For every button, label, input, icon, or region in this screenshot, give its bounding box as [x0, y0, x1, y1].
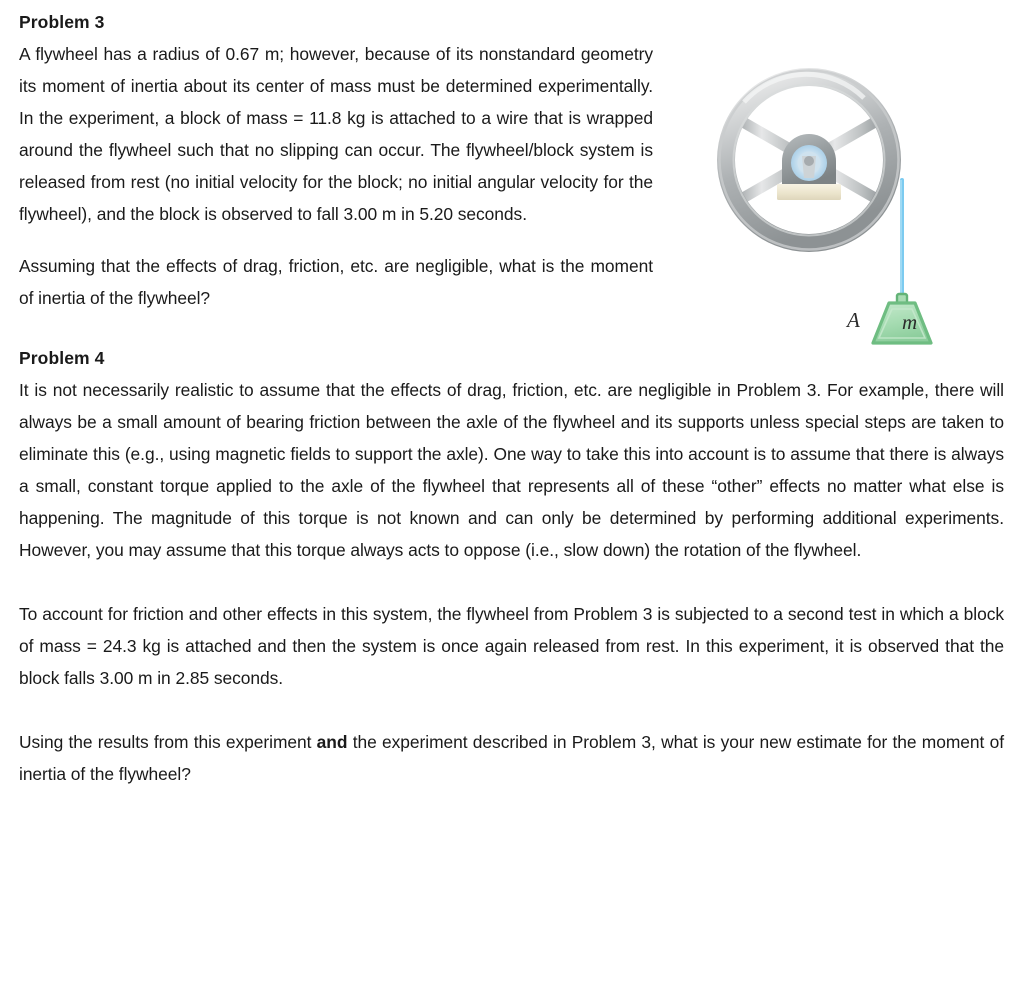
problem-3-heading: Problem 3: [19, 12, 105, 32]
problem-3-paragraph-1: A flywheel has a radius of 0.67 m; however, because of its nonstandard geometry its moment of inertia about its center of mass must be determined experimentally. In the experiment, a block of mass = 11.8 kg is attached to a wire that is wrapped around the flywheel such that no slipping can occur. The flywheel/block system is released from rest (no initial velocity for the block; no initial angular velocity for the flywheel), and the block is observed to fall 3.00 m in 5.20 seconds.: [19, 44, 653, 224]
problem-4-paragraph-3-part-2: the experiment described in Problem 3, what is your new estimate for the moment of inertia of the flywheel?: [19, 732, 1004, 784]
paragraph-spacer: [19, 566, 1003, 598]
flywheel-diagram-svg: [714, 62, 1014, 362]
problem-4-heading: Problem 4: [19, 348, 105, 368]
axle-center: [804, 156, 814, 166]
point-a-label: A: [847, 308, 860, 332]
hub-support-bar: [777, 184, 841, 200]
problem-4-paragraph-3-part-1: Using the results from this experiment: [19, 732, 317, 752]
block-mass-label: m: [902, 310, 918, 334]
wire: [901, 180, 902, 302]
problem-4-paragraph-2: To account for friction and other effects in this system, the flywheel from Problem 3 is subjected to a second test in which a block of mass = 24.3 kg is attached and then the system is once again released from rest. In this experiment, it is observed that the block falls 3.00 m in 2.85 seconds.: [19, 604, 1004, 688]
problem-4-paragraph-3: [19, 726, 1004, 790]
flywheel-figure: [714, 62, 1014, 362]
problem-3-paragraph-2: Assuming that the effects of drag, friction, etc. are negligible, what is the moment of inertia of the flywheel?: [19, 256, 653, 308]
paragraph-spacer: [19, 694, 1003, 726]
problem-4-paragraph-1: It is not necessarily realistic to assume that the effects of drag, friction, etc. are negligible in Problem 3. For example, there will always be a small amount of bearing friction between the axle of the flywheel and its supports unless special steps are taken to eliminate this (e.g., using magnetic fields to support the axle). One way to take this into account is to assume that there is always a small, constant torque applied to the axle of the flywheel that represents all of these “other” effects no matter what else is happening. The magnitude of this torque is not known and can only be determined by performing additional experiments. However, you may assume that this torque always acts to oppose (i.e., slow down) the rotation of the flywheel.: [19, 380, 1004, 560]
problem-4-emphasis-and: and: [316, 732, 348, 752]
